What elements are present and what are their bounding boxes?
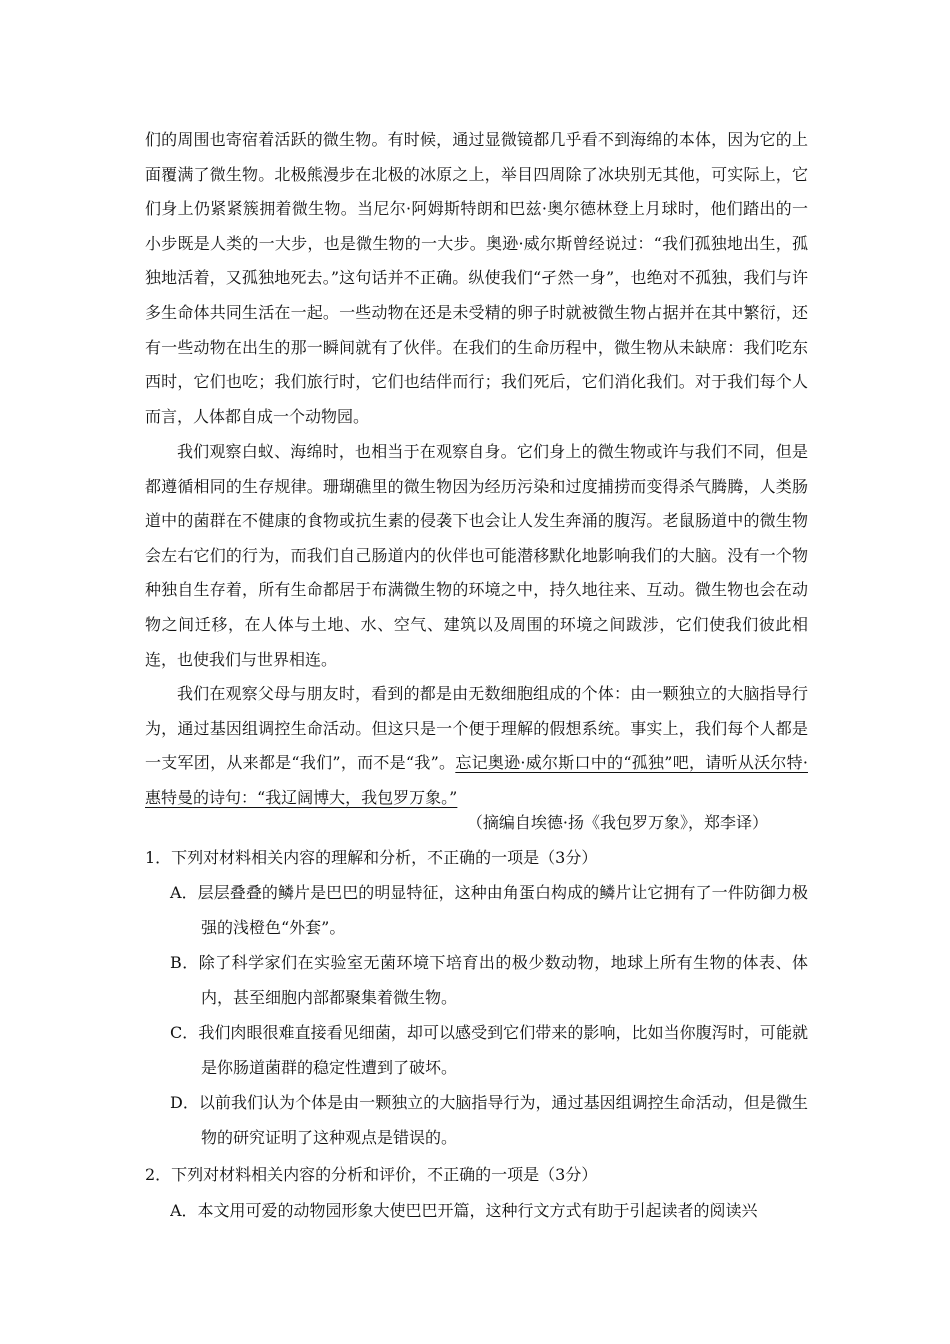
question-1-option-b: B．除了科学家们在实验室无菌环境下培育出的极少数动物，地球上所有生物的体表、体内，甚至细胞内部都聚集着微生物。 (170, 953, 808, 1007)
question-1-stem: 1．下列对材料相关内容的理解和分析，不正确的一项是（3分） (145, 848, 598, 867)
question-1-option-d: D．以前我们认为个体是由一颗独立的大脑指导行为，通过基因组调控生命活动，但是微生物的研究证明了这种观点是错误的。 (170, 1093, 808, 1147)
question-1-option-a: A．层层叠叠的鳞片是巴巴的明显特征，这种由角蛋白构成的鳞片让它拥有了一件防御力极强的浅橙色“外套”。 (170, 883, 808, 937)
question-1-option-c: C．我们肉眼很难直接看见细菌，却可以感受到它们带来的影响，比如当你腹泻时，可能就是你肠道菌群的稳定性遭到了破坏。 (170, 1023, 808, 1077)
passage-paragraph-3 (145, 677, 808, 815)
passage-paragraph-1: 们的周围也寄宿着活跃的微生物。有时候，通过显微镜都几乎看不到海绵的本体，因为它的上面覆满了微生物。北极熊漫步在北极的冰原之上，举目四周除了冰块别无其他，可实际上，它们身上仍紧紧簇拥着微生物。当尼尔·阿姆斯特朗和巴兹·奥尔德林登上月球时，他们踏出的一小步既是人类的一大步，也是微生物的一大步。奥逊·威尔斯曾经说过：“我们孤独地出生，孤独地活着，又孤独地死去。”这句话并不正确。纵使我们“孑然一身”，也绝对不孤独，我们与许多生命体共同生活在一起。一些动物在还是未受精的卵子时就被微生物占据并在其中繁衍，还有一些动物在出生的那一瞬间就有了伙伴。在我们的生命历程中，微生物从未缺席：我们吃东西时，它们也吃；我们旅行时，它们也结伴而行；我们死后，它们消化我们。对于我们每个人而言，人体都自成一个动物园。 (145, 130, 808, 426)
passage-paragraph-2: 我们观察白蚁、海绵时，也相当于在观察自身。它们身上的微生物或许与我们不同，但是都遵循相同的生存规律。珊瑚礁里的微生物因为经历污染和过度捕捞而变得杀气腾腾，人类肠道中的菌群在不健康的食物或抗生素的侵袭下也会让人发生奔涌的腹泻。老鼠肠道中的微生物会左右它们的行为，而我们自己肠道内的伙伴也可能潜移默化地影响我们的大脑。没有一个物种独自生存着，所有生命都居于布满微生物的环境之中，持久地往来、互动。微生物也会在动物之间迁移，在人体与土地、水、空气、建筑以及周围的环境之间跋涉，它们使我们彼此相连，也使我们与世界相连。 (145, 442, 808, 669)
question-2-option-a: A．本文用可爱的动物园形象大使巴巴开篇，这种行文方式有助于引起读者的阅读兴 (170, 1201, 758, 1220)
paragraph-3-text: 我们在观察父母与朋友时，看到的都是由无数细胞组成的个体：由一颗独立的大脑指导行为，通过基因组调控生命活动。但这只是一个便于理解的假想系统。事实上，我们每个人都是一支军团，从来都是“我们”，而不是“我”。 (145, 684, 808, 773)
question-2-stem: 2．下列对材料相关内容的分析和评价，不正确的一项是（3分） (145, 1165, 598, 1184)
passage-source-citation: （摘编自埃德·扬《我包罗万象》，郑李译） (466, 813, 768, 832)
paragraph-3-underlined-text: 忘记奥逊·威尔斯口中的“孤独”吧，请听从沃尔特·惠特曼的诗句：“我辽阔博大，我包罗万象。” (145, 753, 808, 807)
